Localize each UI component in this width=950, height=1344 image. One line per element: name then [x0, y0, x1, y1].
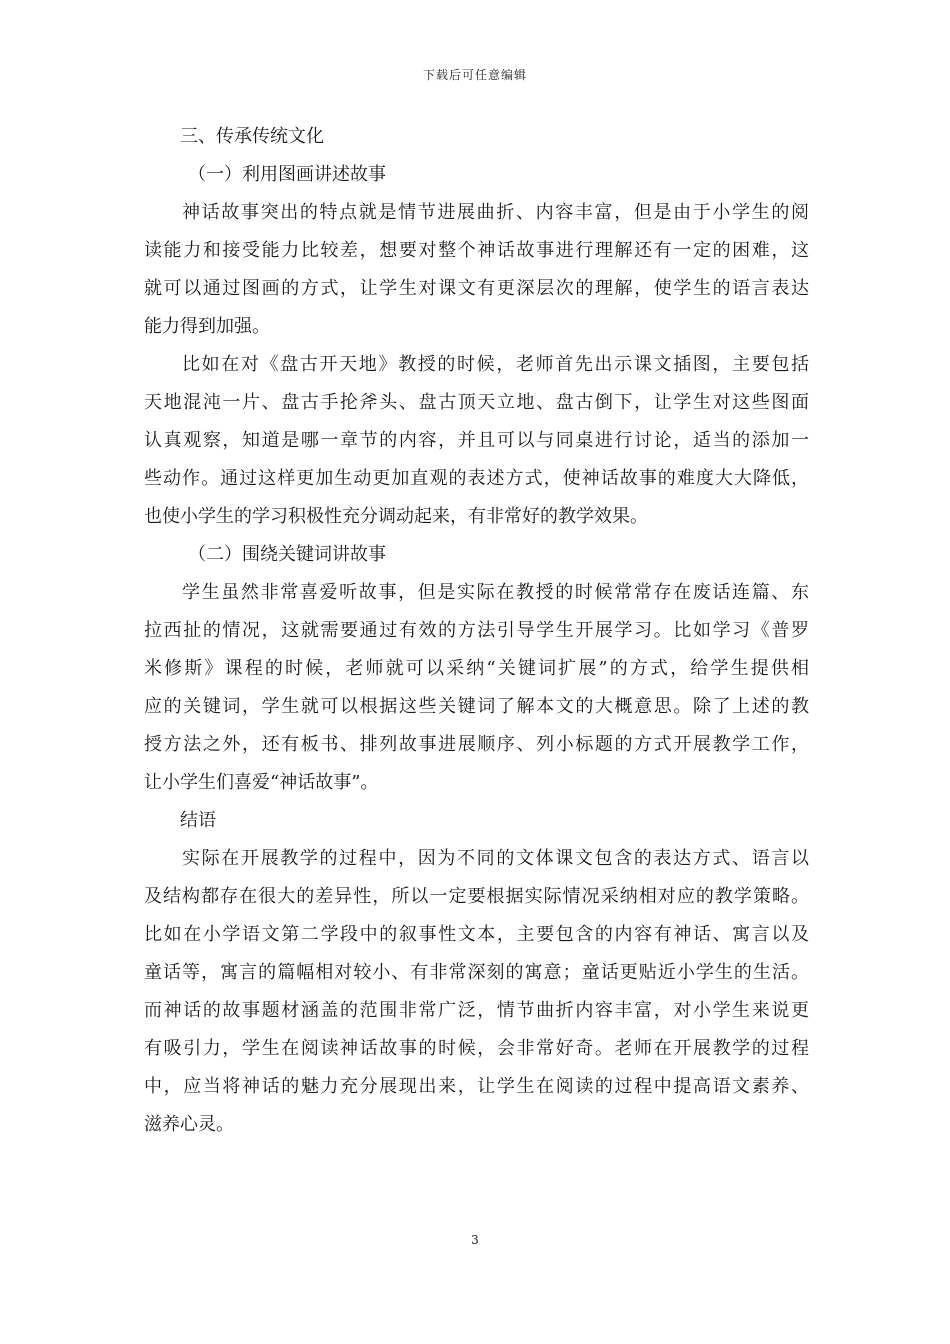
section-heading: 三、传承传统文化 — [180, 126, 324, 147]
paragraph-line: 授方法之外，还有板书、排列故事进展顺序、列小标题的方式开展教学工作， — [144, 734, 809, 755]
page-number: 3 — [471, 1233, 479, 1247]
paragraph-line: 天地混沌一片、盘古手抡斧头、盘古顶天立地、盘古倒下，让学生对这些图面 — [144, 392, 809, 413]
paragraph-line: 比如在小学语文第二学段中的叙事性文本，主要包含的内容有神话、寓言以及 — [144, 924, 809, 945]
paragraph-line: 就可以通过图画的方式，让学生对课文有更深层次的理解，使学生的语言表达 — [144, 278, 809, 299]
paragraph-line: 认真观察，知道是哪一章节的内容，并且可以与同桌进行讨论，适当的添加一 — [144, 430, 809, 451]
paragraph-line: 而神话的故事题材涵盖的范围非常广泛，情节曲折内容丰富，对小学生来说更 — [144, 1000, 809, 1021]
paragraph-4 — [144, 840, 809, 1144]
paragraph-line: 中，应当将神话的魅力充分展现出来，让学生在阅读的过程中提高语文素养、 — [144, 1076, 809, 1097]
subsection-heading-1: （一）利用图画讲述故事 — [188, 164, 386, 185]
paragraph-line: 实际在开展教学的过程中，因为不同的文体课文包含的表达方式、语言以 — [182, 848, 809, 869]
paragraph-line: 学生虽然非常喜爱听故事，但是实际在教授的时候常常存在废话连篇、东 — [182, 582, 809, 603]
paragraph-line: 滋养心灵。 — [144, 1114, 234, 1135]
subsection-heading-2: （二）围绕关键词讲故事 — [188, 544, 386, 565]
paragraph-line: 童话等，寓言的篇幅相对较小、有非常深刻的寓意；童话更贴近小学生的生活。 — [144, 962, 809, 983]
paragraph-3 — [144, 574, 809, 802]
paragraph-line: 能力得到加强。 — [144, 316, 270, 337]
page-header-note: 下载后可任意编辑 — [422, 68, 527, 82]
paragraph-line: 有吸引力，学生在阅读神话故事的时候，会非常好奇。老师在开展教学的过程 — [144, 1038, 809, 1059]
paragraph-line: 些动作。通过这样更加生动更加直观的表述方式，使神话故事的难度大大降低， — [144, 468, 809, 489]
paragraph-line: 读能力和接受能力比较差，想要对整个神话故事进行理解还有一定的困难，这 — [144, 240, 809, 261]
paragraph-line: 神话故事突出的特点就是情节进展曲折、内容丰富，但是由于小学生的阅 — [182, 202, 809, 223]
paragraph-line: 比如在对《盘古开天地》教授的时候，老师首先出示课文插图，主要包括 — [182, 354, 809, 375]
conclusion-heading: 结语 — [180, 810, 216, 831]
paragraph-line: 拉西扯的情况，这就需要通过有效的方法引导学生开展学习。比如学习《普罗 — [144, 620, 809, 641]
paragraph-line: 也使小学生的学习积极性充分调动起来，有非常好的教学效果。 — [144, 506, 648, 527]
paragraph-line: 米修斯》课程的时候，老师就可以采纳“关键词扩展”的方式，给学生提供相 — [144, 658, 809, 679]
paragraph-2 — [144, 346, 809, 536]
paragraph-1 — [144, 194, 809, 346]
paragraph-line: 应的关键词，学生就可以根据这些关键词了解本文的大概意思。除了上述的教 — [144, 696, 809, 717]
paragraph-line: 让小学生们喜爱“神话故事”。 — [144, 772, 379, 793]
paragraph-line: 及结构都存在很大的差异性，所以一定要根据实际情况采纳相对应的教学策略。 — [144, 886, 809, 907]
document-body — [144, 118, 809, 1144]
